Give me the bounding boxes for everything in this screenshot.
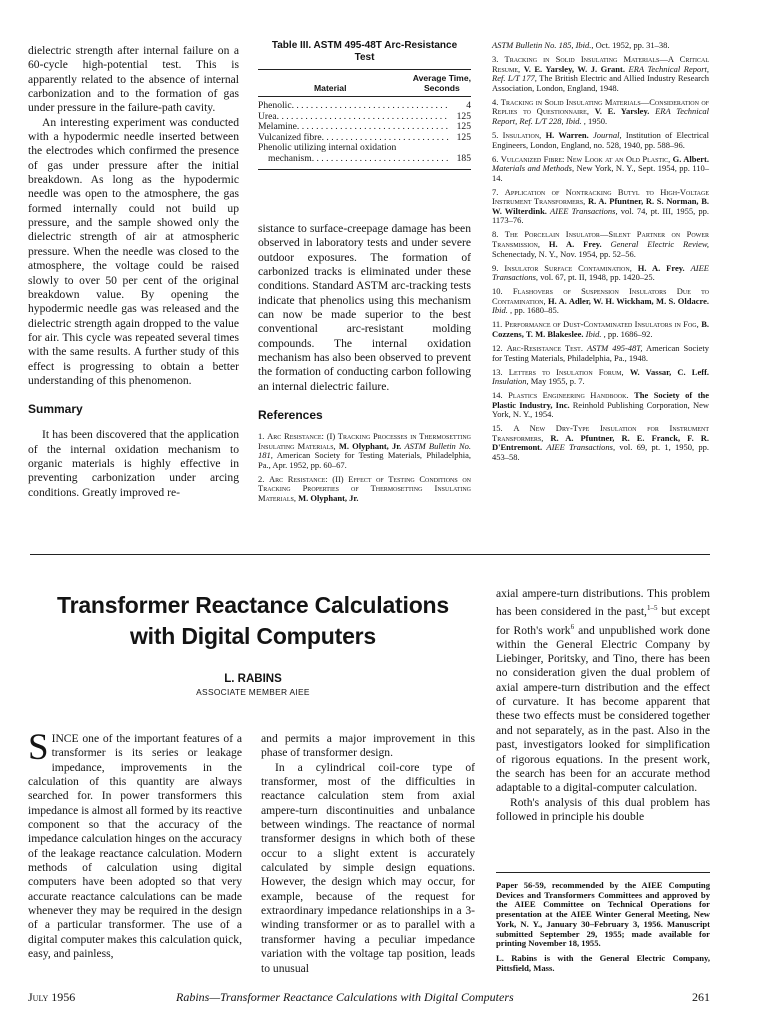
article-column-3 (496, 587, 710, 824)
reference-item: 7. Application of Nontracking Butyl to High-Voltage Instrument Transformers, R. A. Pfuntner, R. S. Norman, B. W. Wilterdink. AIEE Transactions, vol. 74, pt. III, 1955, pp. 1173–76. (492, 186, 710, 226)
reference-item: 10. Flashovers of Suspension Insulators Due to Contamination, H. A. Adler, W. H. Wickham, M. S. Oldacre. Ibid. , pp. 1680–85. (492, 286, 710, 316)
reference-item: 11. Performance of Dust-Contaminated Insulators in Fog, B. Cozzens, T. M. Blakeslee. Ibid. , pp. 1686–92. (492, 319, 710, 339)
author-note: L. Rabins is with the General Electric Company, Pittsfield, Mass. (496, 952, 710, 973)
reference-item: 1. Arc Resistance: (I) Tracking Processes in Thermosetting Insulating Materials, M. Olyphant, Jr. ASTM Bulletin No. 181, American Society for Testing Materials, Philadelphia, Pa., Apr. 1952, pp. 60–67. (258, 431, 472, 470)
article-author: L. RABINS (224, 673, 282, 685)
reference-list (258, 432, 471, 504)
paragraph: sistance to surface-creepage damage has been observed in laboratory tests and under severe outdoor exposures. The formation of carbonized tracks is eliminated under these conditions. Standard ASTM arc-tracking tests indicate that phenolics using this mechanism can now be made superior to the best conventional arc-resistant molding compounds. The internal oxidation mechanism has also been observed to prevent the formation of conducting carbon following an internal dielectric failure. (258, 222, 471, 393)
table-row: Vulcanized fibre . . . 125 (258, 133, 471, 144)
article-column-1 (28, 727, 242, 962)
page-number: 261 (692, 990, 710, 1004)
author-affiliation: ASSOCIATE MEMBER AIEE (196, 687, 310, 697)
right-reference-column (492, 41, 709, 467)
table-row: Phenolic . . . 4 (258, 101, 471, 112)
reference-item: 8. The Porcelain Insulator—Silent Partner on Power Transmission, H. A. Frey. General Electric Review, Schenectady, N. Y., Nov. 1954, pp. 52–56. (492, 229, 710, 259)
paragraph: SINCE one of the important features of a transformer is its series or leakage impedance, improvements in the calculation of this quantity are always searched for. In power transformers this impedance is almost all formed by its reactive component so that the accuracy of the impedance calculation hinges on the accuracy of the leakage reactance calculation. Modern methods of calculation using digital computers have been adopted so that very accurate reactance calculations can be made whenever they may be required in the design of a particular transformer. The use of a digital computer makes this calculation quick, easy, and painless, (28, 727, 242, 961)
reference-item: 4. Tracking in Solid Insulating Materials—Consideration of Replies to Questionnaire, V. E. Yarsley. ERA Technical Report, Ref. L/T 228, Ibid. , 1950. (492, 96, 710, 126)
table-row: Melamine . . . 125 (258, 122, 471, 133)
reference-item: 15. A New Dry-Type Insulation for Instrument Transformers, R. A. Pfuntner, R. E. Franck, F. R. D'Entremont. AIEE Transactions, vol. 69, pt. 1, 1950, pp. 453–58. (492, 423, 710, 463)
table-body (258, 97, 471, 170)
footnote (496, 881, 710, 973)
reference-item: 5. Insulation, H. Warren. Journal, Institution of Electrical Engineers, London, England, no. 528, 1940, pp. 588–96. (492, 129, 710, 150)
table-iii (258, 40, 471, 170)
page-footer (28, 990, 710, 1008)
article-header (28, 590, 478, 697)
section-heading-references: References (258, 408, 323, 423)
article-column-2 (261, 732, 475, 976)
table-row: Phenolic utilizing internal oxidation (258, 142, 397, 154)
paragraph: and permits a major improvement in this phase of transformer design. (261, 732, 475, 760)
middle-column (258, 222, 471, 508)
reference-item: 14. Plastics Engineering Handbook. The Society of the Plastic Industry, Inc. Reinhold Publishing Corporation, New York, N. Y., 1954. (492, 390, 710, 420)
article-separator (30, 554, 710, 555)
paragraph: An interesting experiment was conducted with a hypodermic needle inserted between the electrodes which confirmed the presence of gas under pressure after the initial breakdown. As long as the hypodermic needle was open to the atmosphere, the gas formed internally could not build up pressure, and the sample showed only the dielectric strength of air at atmospheric pressure. When the needle was closed to the atmosphere, the voltage could be raised slowly to over 50 per cent of the original breakdown value. By opening the hypodermic needle gas was released and the dielectric strength again dropped to the value for air. This cycle was repeated several times with the same results. A further study of this effect is progressing to obtain a better understanding of this phenomenon. (28, 115, 239, 387)
reference-continuation: ASTM Bulletin No. 185, Ibid., Oct. 1952, pp. 31–38. (492, 40, 670, 50)
article-title: Transformer Reactance Calculations with Digital Computers (56, 592, 450, 649)
table-row: mechanism . . . 185 (258, 154, 471, 165)
reference-item: 13. Letters to Insulation Forum, W. Vassar, C. Leff. Insulation, May 1955, p. 7. (492, 366, 710, 387)
paragraph: In a cylindrical coil-core type of transformer, most of the difficulties in reactance calculation stem from axial ampere-turn discontinuities and unbalance between windings. The reactance of normal transformer designs in which both of these occur to a slight extent is accurately calculated by simple design equations. However, the design which may occur, for example, because of the request for extraordinary impedance relationships in a 3-winding transformer or as to parallel with a transformer having a peculiar impedance variation with the voltage tap position, leads to unusual (261, 760, 475, 975)
reference-items (492, 55, 709, 463)
table-title: Table III. ASTM 495-48T Arc-Resistance Test (271, 40, 458, 63)
reference-item: 12. Arc-Resistance Test. ASTM 495-48T, American Society for Testing Materials, Philadelphia, Pa., 1948. (492, 342, 710, 363)
table-header (258, 69, 471, 97)
table-row: Urea . . . 125 (258, 112, 471, 123)
issue-date: July 1956 (28, 990, 76, 1004)
reference-item: 2. Arc Resistance: (II) Effect of Testing Conditions on Tracking Properties of Thermosetting Insulating Materials, M. Olyphant, Jr. (258, 473, 472, 504)
drop-cap: S (28, 727, 49, 768)
col-average-time: Average Time, Seconds (412, 73, 471, 93)
col-material: Material (314, 83, 347, 93)
paragraph: dielectric strength after internal failure on a 60-cycle high-potential test. This is apparently related to the absence of internal carbonization and to the formation of gas under pressure in the failure-path cavity. (28, 44, 239, 115)
paper-note: Paper 56-59, recommended by the AIEE Computing Devices and Transformers Committees and approved by the AIEE Committee on Technical Operations for presentation at the AIEE Winter General Meeting, New York, N. Y., January 30–February 3, 1956. Manuscript submitted September 29, 1955; made available for printing November 18, 1955. (496, 880, 710, 949)
running-title: Rabins—Transformer Reactance Calculations with Digital Computers (176, 990, 514, 1004)
paragraph: Roth's analysis of this dual problem has followed in principle his double (496, 795, 710, 823)
reference-item: 6. Vulcanized Fibre: New Look at an Old Plastic, G. Albert. Materials and Methods, New York, N. Y., Sept. 1954, pp. 110–14. (492, 153, 710, 183)
reference-item: 3. Tracking in Solid Insulating Materials—A Critical Resume, V. E. Yarsley, W. J. Grant. ERA Technical Report, Ref. L/T 177, The British Electric and Allied Industry Research Association, London, England, 1948. (492, 53, 710, 93)
top-left-column (28, 44, 239, 500)
paragraph: axial ampere-turn distributions. This problem has been considered in the past,$^{1-5}$ but except for Roth's work$^6$ and unpublished work done within the General Electric Company by Liebinger, Poritsky, and Tino, there has been no consideration given the dual problem of axial ampere-turn distribution and the effect of curvature. It has become apparent that these two effects must be considered together and not separately, as in the past. Also in the past, investigators looked for simplification of rigorous equations. In the present work, the search has been for an accurate method adaptable to a digital-computer calculation. (496, 587, 710, 795)
footnote-rule (496, 872, 710, 873)
paragraph: It has been discovered that the application of the internal oxidation mechanism to organic materials is highly effective in preventing carbonization under arcing conditions. Greatly improved re- (28, 428, 239, 499)
section-heading-summary: Summary (28, 402, 83, 417)
reference-item: 9. Insulator Surface Contamination, H. A. Frey. AIEE Transactions, vol. 67, pt. II, 1948, pp. 1420–25. (492, 262, 710, 283)
